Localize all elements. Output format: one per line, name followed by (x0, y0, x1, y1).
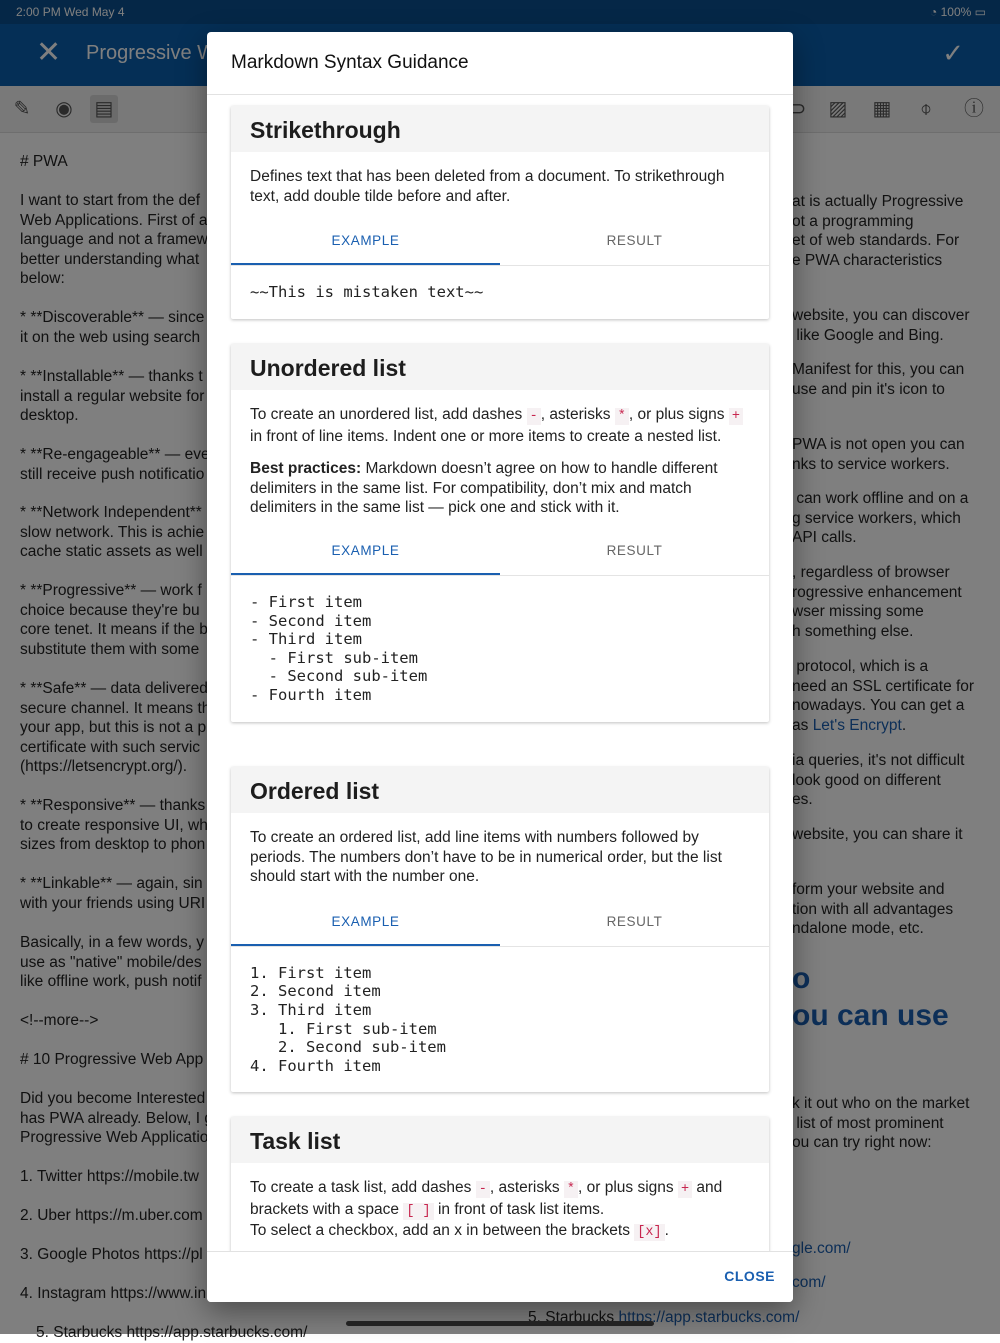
best-practices-text (250, 459, 750, 518)
section-description (231, 152, 769, 206)
text-fragment: . (664, 1222, 669, 1240)
text-fragment: , asterisks (540, 406, 615, 423)
inline-code: + (729, 408, 743, 425)
description-text (250, 405, 750, 446)
section-unordered-list (231, 344, 769, 722)
text-fragment: To create an unordered list, add dashes (250, 406, 527, 423)
section-title: Task list (231, 1117, 769, 1163)
inline-code: - (476, 1181, 490, 1198)
example-result-tabs (231, 529, 769, 576)
text-fragment: in front of line items. Indent one or more items to create a nested list. (250, 427, 722, 445)
inline-code: * (615, 408, 629, 425)
dialog-header (207, 32, 793, 95)
markdown-guidance-dialog (207, 32, 793, 1302)
dialog-title: Markdown Syntax Guidance (231, 52, 469, 73)
example-result-tabs (231, 219, 769, 266)
tab-example[interactable]: EXAMPLE (231, 529, 500, 575)
example-result-tabs (231, 900, 769, 947)
tab-result[interactable]: RESULT (606, 233, 663, 249)
tab-example[interactable]: EXAMPLE (231, 219, 500, 265)
dialog-scroll-area[interactable] (207, 95, 793, 1251)
close-button[interactable]: CLOSE (724, 1268, 775, 1284)
section-title: Strikethrough (231, 106, 769, 152)
section-ordered-list (231, 767, 769, 1092)
example-code: 1. First item 2. Second item 3. Third item 1. First sub-item 2. Second sub-item 4. Fourth item (250, 963, 446, 1075)
example-code: - First item - Second item - Third item - First sub-item - Second sub-item - Fourth item (250, 592, 428, 704)
tab-example[interactable]: EXAMPLE (231, 900, 500, 946)
section-description (231, 1163, 769, 1243)
text-fragment: To select a checkbox, add an x in between the brackets (250, 1222, 635, 1240)
section-strikethrough (231, 106, 769, 319)
tab-result[interactable]: RESULT (606, 913, 663, 929)
inline-code: [ ] (403, 1203, 433, 1220)
tab-result[interactable]: RESULT (606, 542, 663, 558)
section-title: Ordered list (231, 767, 769, 813)
description-text: Defines text that has been deleted from a document. To strikethrough text, add double tilde before and after. (250, 168, 725, 205)
section-description (231, 813, 769, 887)
text-fragment: , or plus signs (628, 406, 729, 423)
best-practices-label: Best practices: (250, 460, 362, 478)
dialog-footer (207, 1251, 793, 1302)
text-fragment: , or plus signs (578, 1179, 678, 1196)
section-task-list (231, 1117, 769, 1251)
inline-code: [x] (634, 1224, 664, 1241)
inline-code: * (564, 1181, 578, 1198)
text-fragment: in front of task list items. (433, 1200, 605, 1218)
home-indicator[interactable] (346, 1321, 654, 1326)
text-fragment: , asterisks (489, 1179, 564, 1196)
example-code: ~~This is mistaken text~~ (250, 283, 484, 302)
section-description (231, 390, 769, 518)
text-fragment: and brackets with a space (250, 1179, 723, 1218)
inline-code: + (678, 1181, 692, 1198)
text-fragment: Markdown doesn’t agree on how to handle different delimiters in the same list. For compatibility, don’t mix and match delimiters in the same list — pick one and stick with it. (250, 460, 718, 517)
text-fragment: To create a task list, add dashes (250, 1179, 476, 1196)
description-text: To create an ordered list, add line items with numbers followed by periods. The numbers don’t have to be in numerical order, but the list should start with the number one. (250, 829, 722, 886)
description-text (250, 1178, 750, 1243)
section-title: Unordered list (231, 344, 769, 390)
inline-code: - (527, 408, 541, 425)
